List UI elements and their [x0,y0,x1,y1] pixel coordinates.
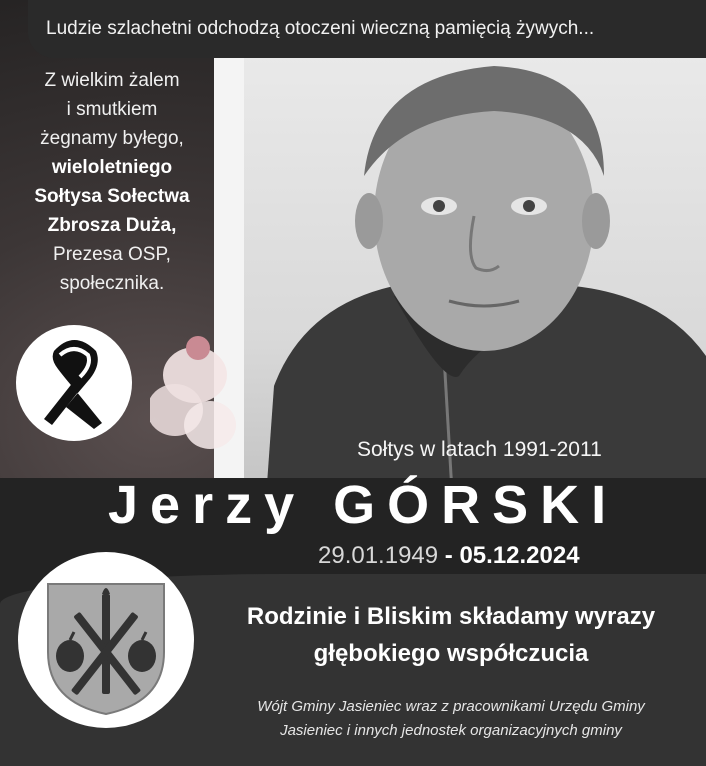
intro-bold-text: Zbrosza Duża, [47,215,177,236]
condolence-line: Rodzinie i Bliskim składamy wyrazy [246,603,656,630]
life-dates [318,542,580,570]
date-separator: - [438,542,460,569]
coat-of-arms-icon [18,552,194,728]
intro-bold-text: Sołtysa Sołectwa [34,186,190,207]
intro-text [8,66,216,298]
intro-line: Prezesa OSP, [53,244,171,265]
intro-bold-text: wieloletniego [51,157,173,178]
signature-line: Wójt Gminy Jasieniec wraz z pracownikami Urzędu Gminy [257,698,645,715]
tenure-text: Sołtys w latach 1991-2011 [357,438,602,461]
quote-banner [28,0,706,58]
condolence-message [196,598,706,672]
signature-text [196,695,706,743]
condolence-line: głębokiego współczucia [313,640,589,667]
intro-line: społecznika. [59,273,165,294]
flower-decoration [150,330,240,460]
signature-line: Jasieniec i innych jednostek organizacyjnych gminy [280,722,622,739]
intro-line: Z wielkim żalem [44,70,180,91]
intro-line-bold [8,211,216,240]
intro-line: i smutkiem [66,99,158,120]
crest-badge [18,552,194,728]
intro-line-bold [8,153,216,182]
death-date: 05.12.2024 [459,542,580,569]
intro-line: żegnamy byłego, [40,128,184,149]
birth-date: 29.01.1949 [318,542,439,569]
deceased-name: Jerzy GÓRSKI [108,475,619,535]
intro-line-bold [8,182,216,211]
ribbon-badge [16,325,132,441]
mourning-ribbon-icon [16,325,132,441]
quote-text: Ludzie szlachetni odchodzą otoczeni wieczną pamięcią żywych... [46,18,595,39]
